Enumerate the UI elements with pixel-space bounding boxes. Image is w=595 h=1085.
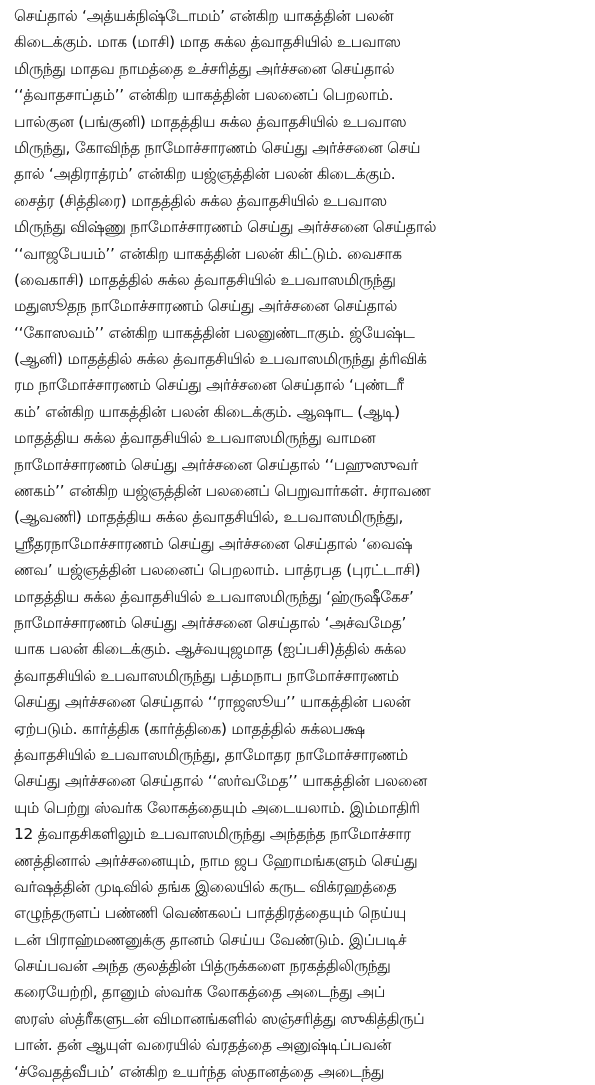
text-line-18: நாமோச்சாரணம் செய்து அர்ச்சனை செய்தால் ‘‘பஹுஸுவர்	[14, 455, 418, 474]
text-line-14: (ஆனி) மாதத்தில் சுக்ல த்வாதசியில் உபவாஸமிருந்து த்ரிவிக்	[14, 350, 427, 369]
text-line-24: நாமோச்சாரணம் செய்து அர்ச்சனை செய்தால் ‘அச்வமேத’	[14, 613, 407, 632]
text-line-2: கிடைக்கும். மாக (மாசி) மாத சுக்ல த்வாதசியில் உபவாஸ	[14, 33, 401, 52]
text-line-28: ஏற்படும். கார்த்திக (கார்த்திகை) மாதத்தில் சுக்லபக்ஷ	[14, 719, 365, 738]
text-line-34: வர்ஷத்தின் முடிவில் தங்க இலையில் கருட விக்ரஹத்தை	[14, 877, 397, 896]
text-line-3: மிருந்து மாதவ நாமத்தை உச்சரித்து அர்ச்சனை செய்தால்	[14, 59, 395, 78]
text-line-6: மிருந்து, கோவிந்த நாமோச்சாரணம் செய்து அர்ச்சனை செய்	[14, 138, 421, 157]
text-line-5: பால்குன (பங்குனி) மாதத்திய சுக்ல த்வாதசியில் உபவாஸ	[14, 112, 407, 131]
text-line-15: ரம நாமோச்சாரணம் செய்து அர்ச்சனை செய்தால் ‘புண்டரீ	[14, 376, 404, 395]
text-line-29: த்வாதசியில் உபவாஸமிருந்து, தாமோதர நாமோச்சாரணம்	[14, 745, 408, 764]
text-line-13: ‘‘கோஸவம்’’ என்கிற யாகத்தின் பலனுண்டாகும். ஜ்யேஷ்ட	[14, 323, 415, 342]
text-line-21: ஸ்ரீதரநாமோச்சாரணம் செய்து அர்ச்சனை செய்தால் ‘வைஷ்	[14, 534, 413, 553]
text-line-22: ணவ’ யஜ்ஞத்தின் பலனைப் பெறலாம். பாத்ரபத (புரட்டாசி)	[14, 561, 421, 580]
text-line-37: செய்பவன் அந்த குலத்தின் பித்ருக்களை நரகத்திலிருந்து	[14, 957, 391, 976]
text-line-23: மாதத்திய சுக்ல த்வாதசியில் உபவாஸமிருந்து ‘ஹ்ருஷீகேச’	[14, 587, 414, 606]
text-line-20: (ஆவணி) மாதத்திய சுக்ல த்வாதசியில், உபவாஸமிருந்து,	[14, 508, 404, 527]
text-line-30: செய்து அர்ச்சனை செய்தால் ‘‘ஸர்வமேத’’ யாகத்தின் பலனை	[14, 772, 427, 791]
text-line-27: செய்து அர்ச்சனை செய்தால் ‘‘ராஜஸூய’’ யாகத்தின் பலன்	[14, 693, 411, 712]
text-line-31: யும் பெற்று ஸ்வர்க லோகத்தையும் அடையலாம். இம்மாதிரி	[14, 798, 420, 817]
text-line-17: மாதத்திய சுக்ல த்வாதசியில் உபவாஸமிருந்து வாமன	[14, 429, 376, 448]
text-line-33: ணத்தினால் அர்ச்சனையும், நாம ஜப ஹோமங்களும் செய்து	[14, 851, 418, 870]
text-line-8: சைத்ர (சித்திரை) மாதத்தில் சுக்ல த்வாதசியில் உபவாஸ	[14, 191, 387, 210]
text-line-7: தால் ‘அதிராத்ரம்’ என்கிற யஜ்ஞத்தின் பலன் கிடைக்கும்.	[14, 165, 396, 184]
text-line-1: செய்தால் ‘அத்யக்நிஷ்டோமம்’ என்கிற யாகத்தின் பலன்	[14, 7, 394, 25]
text-line-9: மிருந்து விஷ்ணு நாமோச்சாரணம் செய்து அர்ச்சனை செய்தால்	[14, 218, 437, 237]
text-line-25: யாக பலன் கிடைக்கும். ஆச்வயுஜமாத (ஐப்பசி)த்தில் சுக்ல	[14, 640, 406, 659]
text-line-16: கம்’ என்கிற யாகத்தின் பலன் கிடைக்கும். ஆஷாட (ஆடி)	[14, 402, 400, 421]
text-line-11: (வைகாசி) மாதத்தில் சுக்ல த்வாதசியில் உபவாஸமிருந்து	[14, 270, 396, 289]
text-line-10: ‘‘வாஜபேயம்’’ என்கிற யாகத்தின் பலன் கிட்டும். வைசாக	[14, 244, 402, 263]
text-line-19: ணகம்’’ என்கிற யஜ்ஞத்தின் பலனைப் பெறுவார்கள். ச்ராவண	[14, 482, 431, 501]
text-line-12: மதுஸூதந நாமோச்சாரணம் செய்து அர்ச்சனை செய்தால்	[14, 297, 397, 316]
text-line-4: ‘‘த்வாதசாப்தம்’’ என்கிற யாகத்தின் பலனைப் பெறலாம்.	[14, 86, 394, 105]
text-line-26: த்வாதசியில் உபவாஸமிருந்து பத்மநாப நாமோச்சாரணம்	[14, 666, 399, 685]
text-line-41: ‘ச்வேதத்வீபம்’ என்கிற உயர்ந்த ஸ்தானத்தை அடைந்து	[14, 1062, 385, 1081]
text-line-40: பான். தன் ஆயுள் வரையில் வ்ரதத்தை அனுஷ்டிப்பவன்	[14, 1036, 392, 1055]
text-line-39: ஸரஸ் ஸ்த்ரீகளுடன் விமானங்களில் ஸஞ்சரித்து ஸுகித்திருப்	[14, 1009, 425, 1028]
text-line-38: கரையேற்றி, தானும் ஸ்வர்க லோகத்தை அடைந்து அப்	[14, 983, 385, 1002]
text-line-32: 12 த்வாதசிகளிலும் உபவாஸமிருந்து அந்தந்த நாமோச்சார	[14, 825, 411, 844]
text-line-35: எழுந்தருளப் பண்ணி வெண்கலப் பாத்திரத்தையும் நெய்யு	[14, 904, 406, 923]
text-line-36: டன் பிராஹ்மணனுக்கு தானம் செய்ய வேண்டும். இப்படிச்	[14, 930, 407, 949]
